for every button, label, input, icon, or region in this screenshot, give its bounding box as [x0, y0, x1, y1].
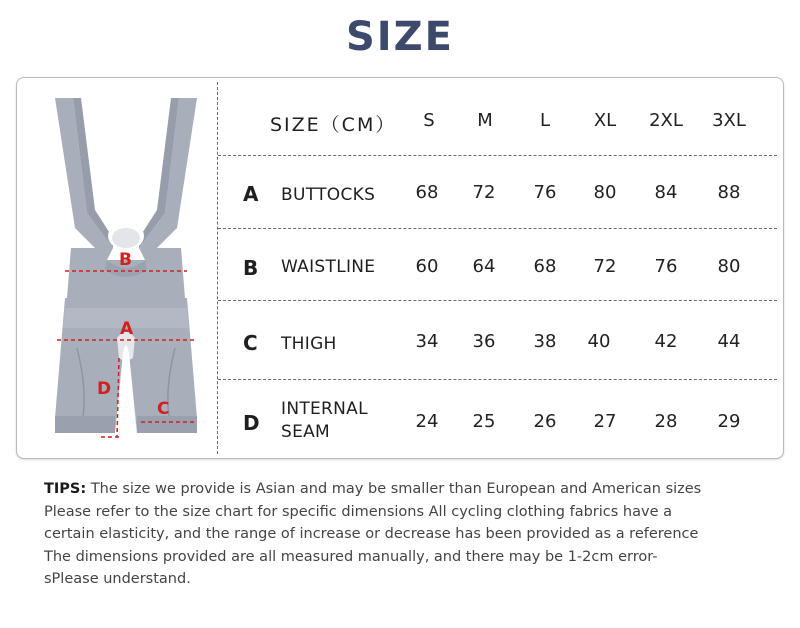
value-cell: 27 [593, 411, 617, 432]
value-cell: 64 [472, 256, 496, 277]
measure-name-line-2: SEAM [281, 422, 331, 442]
tips-line [44, 478, 764, 501]
tips-paragraph [44, 478, 764, 591]
bib-shorts-illustration [47, 98, 207, 443]
value-cell: 40 [587, 331, 611, 352]
tips-label: TIPS: [44, 481, 87, 497]
page-title: SIZE [345, 14, 455, 60]
marker-c: C [157, 399, 170, 419]
value-cell: 80 [717, 256, 741, 277]
marker-a: A [120, 319, 134, 339]
value-cell: 36 [472, 331, 496, 352]
value-cell: 84 [654, 182, 678, 203]
size-table [218, 78, 783, 458]
tips-line: The dimensions provided are all measured manually, and there may be 1-2cm error- [44, 548, 658, 565]
measure-name-line-1: INTERNAL [281, 399, 368, 419]
value-cell: 80 [593, 182, 617, 203]
row-separator [218, 300, 777, 301]
value-cell: 88 [717, 182, 741, 203]
tips-line: sPlease understand. [44, 571, 191, 587]
tips-line: certain elasticity, and the range of increase or decrease has been provided as a reference [44, 526, 699, 542]
row-letter: D [243, 411, 260, 435]
value-cell: 38 [533, 331, 557, 352]
measure-name: THIGH [281, 334, 337, 354]
row-separator [218, 228, 777, 229]
measure-name: BUTTOCKS [281, 185, 376, 205]
marker-b: B [119, 250, 132, 270]
value-cell: 76 [654, 256, 678, 277]
value-cell: 28 [654, 411, 678, 432]
value-cell: 72 [593, 256, 617, 277]
value-cell: 68 [533, 256, 557, 277]
size-col-s: S [423, 110, 435, 131]
row-separator [218, 379, 777, 380]
value-cell: 24 [415, 411, 439, 432]
row-letter: B [243, 256, 259, 280]
row-letter: C [243, 331, 258, 355]
measure-name [281, 398, 368, 444]
value-cell: 26 [533, 411, 557, 432]
marker-d: D [97, 379, 112, 399]
size-unit-label: SIZE（CM） [270, 114, 397, 136]
size-col-m: M [477, 110, 493, 131]
value-cell: 25 [472, 411, 496, 432]
size-col-3xl: 3XL [712, 110, 746, 131]
value-cell: 34 [415, 331, 439, 352]
value-cell: 76 [533, 182, 557, 203]
value-cell: 72 [472, 182, 496, 203]
row-letter: A [243, 182, 259, 206]
tips-text: The size we provide is Asian and may be smaller than European and American sizes [86, 481, 702, 497]
measure-name: WAISTLINE [281, 257, 376, 277]
value-cell: 68 [415, 182, 439, 203]
value-cell: 29 [717, 411, 741, 432]
value-cell: 60 [415, 256, 439, 277]
size-col-2xl: 2XL [649, 110, 683, 131]
left-leg-gripper [55, 416, 115, 433]
value-cell: 44 [717, 331, 741, 352]
tips-line: Please refer to the size chart for specific dimensions All cycling clothing fabrics have a [44, 503, 672, 520]
size-chart-card [16, 77, 784, 459]
size-col-xl: XL [593, 110, 617, 131]
size-col-l: L [539, 110, 551, 131]
value-cell: 42 [654, 331, 678, 352]
row-separator [218, 155, 777, 156]
